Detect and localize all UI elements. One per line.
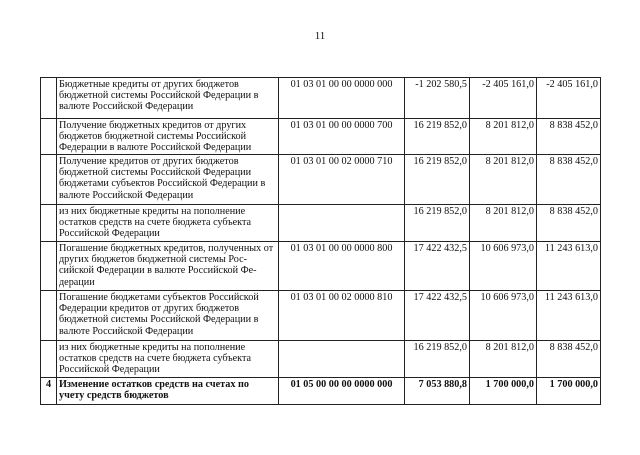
budget-code-cell: 01 03 01 00 00 0000 000 (279, 78, 405, 119)
budget-code-cell (279, 341, 405, 378)
value-year2-cell: -2 405 161,0 (470, 78, 537, 119)
table-row (41, 205, 601, 242)
value-year2-cell: 8 201 812,0 (470, 341, 537, 378)
value-year3-cell: 8 838 452,0 (537, 119, 601, 155)
value-year2-cell: 10 606 973,0 (470, 291, 537, 341)
value-year2-cell: 8 201 812,0 (470, 119, 537, 155)
value-year3-cell: 1 700 000,0 (537, 378, 601, 405)
budget-code-cell: 01 05 00 00 00 0000 000 (279, 378, 405, 405)
budget-code-cell: 01 03 01 00 00 0000 800 (279, 242, 405, 291)
budget-code-cell: 01 03 01 00 00 0000 700 (279, 119, 405, 155)
row-name-cell: Погашение бюджетами субъектов Российской Федерации кредитов от других бюджетов бюджетной системы Российской Федерации в валюте Российской Федерации (57, 291, 279, 341)
table-body (41, 78, 601, 405)
row-name-cell: из них бюджетные кредиты на пополнение остатков средств на счете бюджета субъекта Российской Федерации (57, 205, 279, 242)
row-number-cell (41, 119, 57, 155)
value-year2-cell: 10 606 973,0 (470, 242, 537, 291)
value-year1-cell: 16 219 852,0 (405, 119, 470, 155)
row-number-cell (41, 205, 57, 242)
page-number: 11 (314, 30, 326, 42)
value-year1-cell: 17 422 432,5 (405, 242, 470, 291)
table-row-total (41, 378, 601, 405)
row-number-cell (41, 155, 57, 205)
value-year2-cell: 8 201 812,0 (470, 205, 537, 242)
value-year1-cell: 17 422 432,5 (405, 291, 470, 341)
row-name-cell: Получение бюджетных кредитов от других бюджетов бюджетной системы Российской Федерации в валюте Российской Федерации (57, 119, 279, 155)
row-name-cell: Получение кредитов от других бюджетов бюджетной системы Российской Федерации бюджетами субъектов Российской Федерации в валюте Российской Федерации (57, 155, 279, 205)
table-row (41, 242, 601, 291)
value-year2-cell: 8 201 812,0 (470, 155, 537, 205)
budget-sources-table (40, 77, 601, 405)
row-number-cell (41, 341, 57, 378)
row-name-cell: Бюджетные кредиты от других бюджетов бюджетной системы Российской Федерации в валюте Российской Федерации (57, 78, 279, 119)
value-year1-cell: -1 202 580,5 (405, 78, 470, 119)
value-year3-cell: 8 838 452,0 (537, 155, 601, 205)
value-year1-cell: 16 219 852,0 (405, 155, 470, 205)
budget-code-cell: 01 03 01 00 02 0000 810 (279, 291, 405, 341)
row-number-cell (41, 291, 57, 341)
value-year3-cell: 11 243 613,0 (537, 291, 601, 341)
row-number-cell: 4 (41, 378, 57, 405)
value-year1-cell: 16 219 852,0 (405, 205, 470, 242)
table-row (41, 341, 601, 378)
table-row (41, 291, 601, 341)
row-number-cell (41, 242, 57, 291)
value-year3-cell: 8 838 452,0 (537, 341, 601, 378)
table-row (41, 155, 601, 205)
value-year2-cell: 1 700 000,0 (470, 378, 537, 405)
budget-code-cell: 01 03 01 00 02 0000 710 (279, 155, 405, 205)
value-year1-cell: 16 219 852,0 (405, 341, 470, 378)
table-row (41, 78, 601, 119)
budget-code-cell (279, 205, 405, 242)
table-row (41, 119, 601, 155)
value-year3-cell: -2 405 161,0 (537, 78, 601, 119)
row-name-cell: Погашение бюджетных кредитов, полученных от других бюджетов бюджетной системы Рос-сийской Федерации в валюте Российской Фе-дерации (57, 242, 279, 291)
row-name-cell: Изменение остатков средств на счетах по учету средств бюджетов (57, 378, 279, 405)
row-number-cell (41, 78, 57, 119)
value-year3-cell: 8 838 452,0 (537, 205, 601, 242)
row-name-cell: из них бюджетные кредиты на пополнение остатков средств на счете бюджета субъекта Российской Федерации (57, 341, 279, 378)
value-year1-cell: 7 053 880,8 (405, 378, 470, 405)
value-year3-cell: 11 243 613,0 (537, 242, 601, 291)
